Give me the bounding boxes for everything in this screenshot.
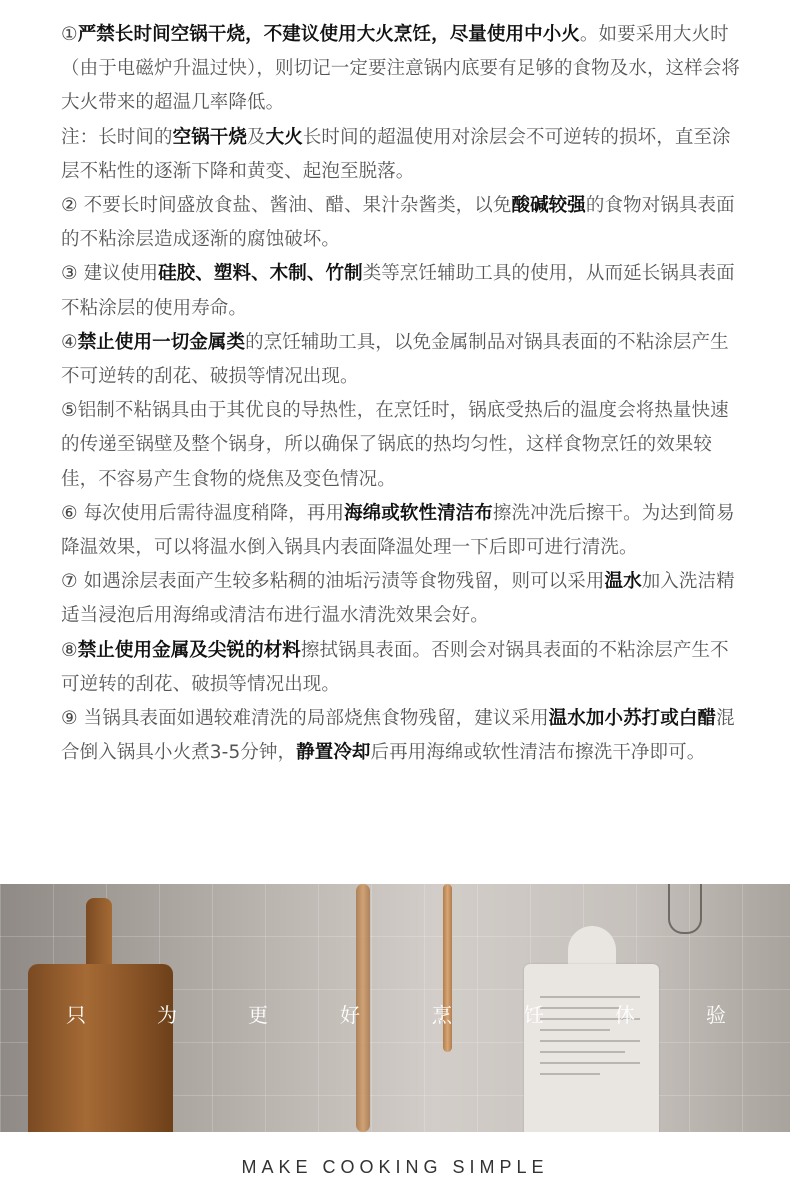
body-text: 的烹饪辅助工具，以免金属制品对锅具表面的不粘涂层产生不可逆转的刮花、破损等情况出现。 bbox=[61, 331, 729, 388]
care-instructions bbox=[61, 18, 741, 770]
slogan-char: 更 bbox=[248, 1003, 268, 1027]
instruction-paragraph bbox=[61, 565, 741, 633]
body-text: 注：长时间的 bbox=[61, 126, 173, 148]
item-number: ⑥ bbox=[61, 502, 78, 524]
instruction-paragraph bbox=[61, 121, 741, 189]
body-text: 铝制不粘锅具由于其优良的导热性，在烹饪时，锅底受热后的温度会将热量快速的传递至锅壁及整个锅身，所以确保了锅底的热均匀性，这样食物烹饪的效果较佳，不容易产生食物的烧焦及变色情况。 bbox=[61, 400, 729, 490]
body-text: 加入洗洁精适当浸泡后用海绵或清洁布进行温水清洗效果会好。 bbox=[61, 571, 735, 627]
wooden-cutting-board bbox=[28, 964, 173, 1132]
body-text: 后再用海绵或软性清洁布擦洗干净即可。 bbox=[370, 742, 706, 764]
item-number: ④ bbox=[61, 331, 78, 353]
body-text: 如遇涂层表面产生较多粘稠的油垢污渍等食物残留，则可以采用 bbox=[77, 571, 605, 593]
slogan-char: 烹 bbox=[432, 1003, 452, 1027]
emphasis-text: 温水加小苏打或白醋 bbox=[548, 708, 717, 730]
body-text: 每次使用后需待温度稍降，再用 bbox=[77, 502, 345, 524]
slogan-char: 饪 bbox=[524, 1003, 544, 1027]
kitchen-banner-image bbox=[0, 884, 790, 1132]
slogan bbox=[0, 1000, 790, 1030]
body-text: 及 bbox=[247, 126, 266, 148]
footer-tagline: MAKE COOKING SIMPLE bbox=[241, 1157, 549, 1177]
whisk bbox=[668, 884, 702, 934]
instruction-paragraph bbox=[61, 257, 741, 325]
body-text: 擦拭锅具表面。否则会对锅具表面的不粘涂层产生不可逆转的刮花、破损等情况出现。 bbox=[61, 639, 729, 695]
item-number: ⑧ bbox=[61, 639, 78, 661]
emphasis-text: 空锅干烧 bbox=[172, 126, 248, 148]
body-text: 混合倒入锅具小火煮3-5分钟， bbox=[61, 708, 735, 764]
instruction-paragraph bbox=[61, 18, 741, 121]
slogan-char: 好 bbox=[340, 1003, 360, 1027]
emphasis-text: 大火 bbox=[265, 126, 303, 148]
emphasis-text: 海绵或软性清洁布 bbox=[344, 502, 493, 524]
body-text: 建议使用 bbox=[77, 263, 159, 285]
instruction-paragraph bbox=[61, 326, 741, 394]
body-text: 长时间的超温使用对涂层会不可逆转的损坏，直至涂层不粘性的逐渐下降和黄变、起泡至脱落。 bbox=[61, 126, 731, 182]
emphasis-text: 硅胶、塑料、木制、竹制 bbox=[158, 263, 363, 285]
emphasis-text: 静置冷却 bbox=[296, 742, 371, 764]
slogan-char: 只 bbox=[66, 1003, 86, 1027]
slogan-char: 为 bbox=[157, 1003, 177, 1027]
instruction-paragraph bbox=[61, 634, 741, 702]
instruction-paragraph bbox=[61, 189, 741, 257]
item-number: ⑦ bbox=[61, 571, 78, 593]
slogan-char: 验 bbox=[706, 1003, 726, 1027]
item-number: ⑨ bbox=[61, 708, 78, 730]
item-number: ③ bbox=[61, 263, 78, 285]
body-text: 的食物对锅具表面的不粘涂层造成逐渐的腐蚀破坏。 bbox=[61, 195, 735, 251]
emphasis-text: 温水 bbox=[604, 571, 642, 593]
item-number: ① bbox=[61, 24, 78, 45]
emphasis-text: 禁止使用金属及尖锐的材料 bbox=[77, 639, 301, 661]
body-text: 不要长时间盛放食盐、酱油、醋、果汁杂酱类，以免 bbox=[77, 195, 512, 217]
item-number: ② bbox=[61, 195, 78, 217]
emphasis-text: 酸碱较强 bbox=[511, 195, 586, 217]
slogan-char: 体 bbox=[615, 1003, 635, 1027]
item-number: ⑤ bbox=[61, 400, 78, 422]
instruction-paragraph bbox=[61, 497, 741, 565]
emphasis-text: 禁止使用一切金属类 bbox=[77, 331, 246, 353]
emphasis-text: 严禁长时间空锅干烧，不建议使用大火烹饪，尽量使用中小火 bbox=[77, 24, 580, 45]
body-text: 。如要采用大火时（由于电磁炉升温过快），则切记一定要注意锅内底要有足够的食物及水，这样会将大火带来的超温几率降低。 bbox=[61, 24, 740, 114]
instruction-paragraph bbox=[61, 394, 741, 497]
instruction-paragraph bbox=[61, 702, 741, 770]
body-text: 类等烹饪辅助工具的使用，从而延长锅具表面不粘涂层的使用寿命。 bbox=[61, 263, 735, 319]
body-text: 擦洗冲洗后擦干。为达到简易降温效果，可以将温水倒入锅具内表面降温处理一下后即可进行清洗。 bbox=[61, 502, 735, 559]
body-text: 当锅具表面如遇较难清洗的局部烧焦食物残留，建议采用 bbox=[77, 708, 549, 730]
